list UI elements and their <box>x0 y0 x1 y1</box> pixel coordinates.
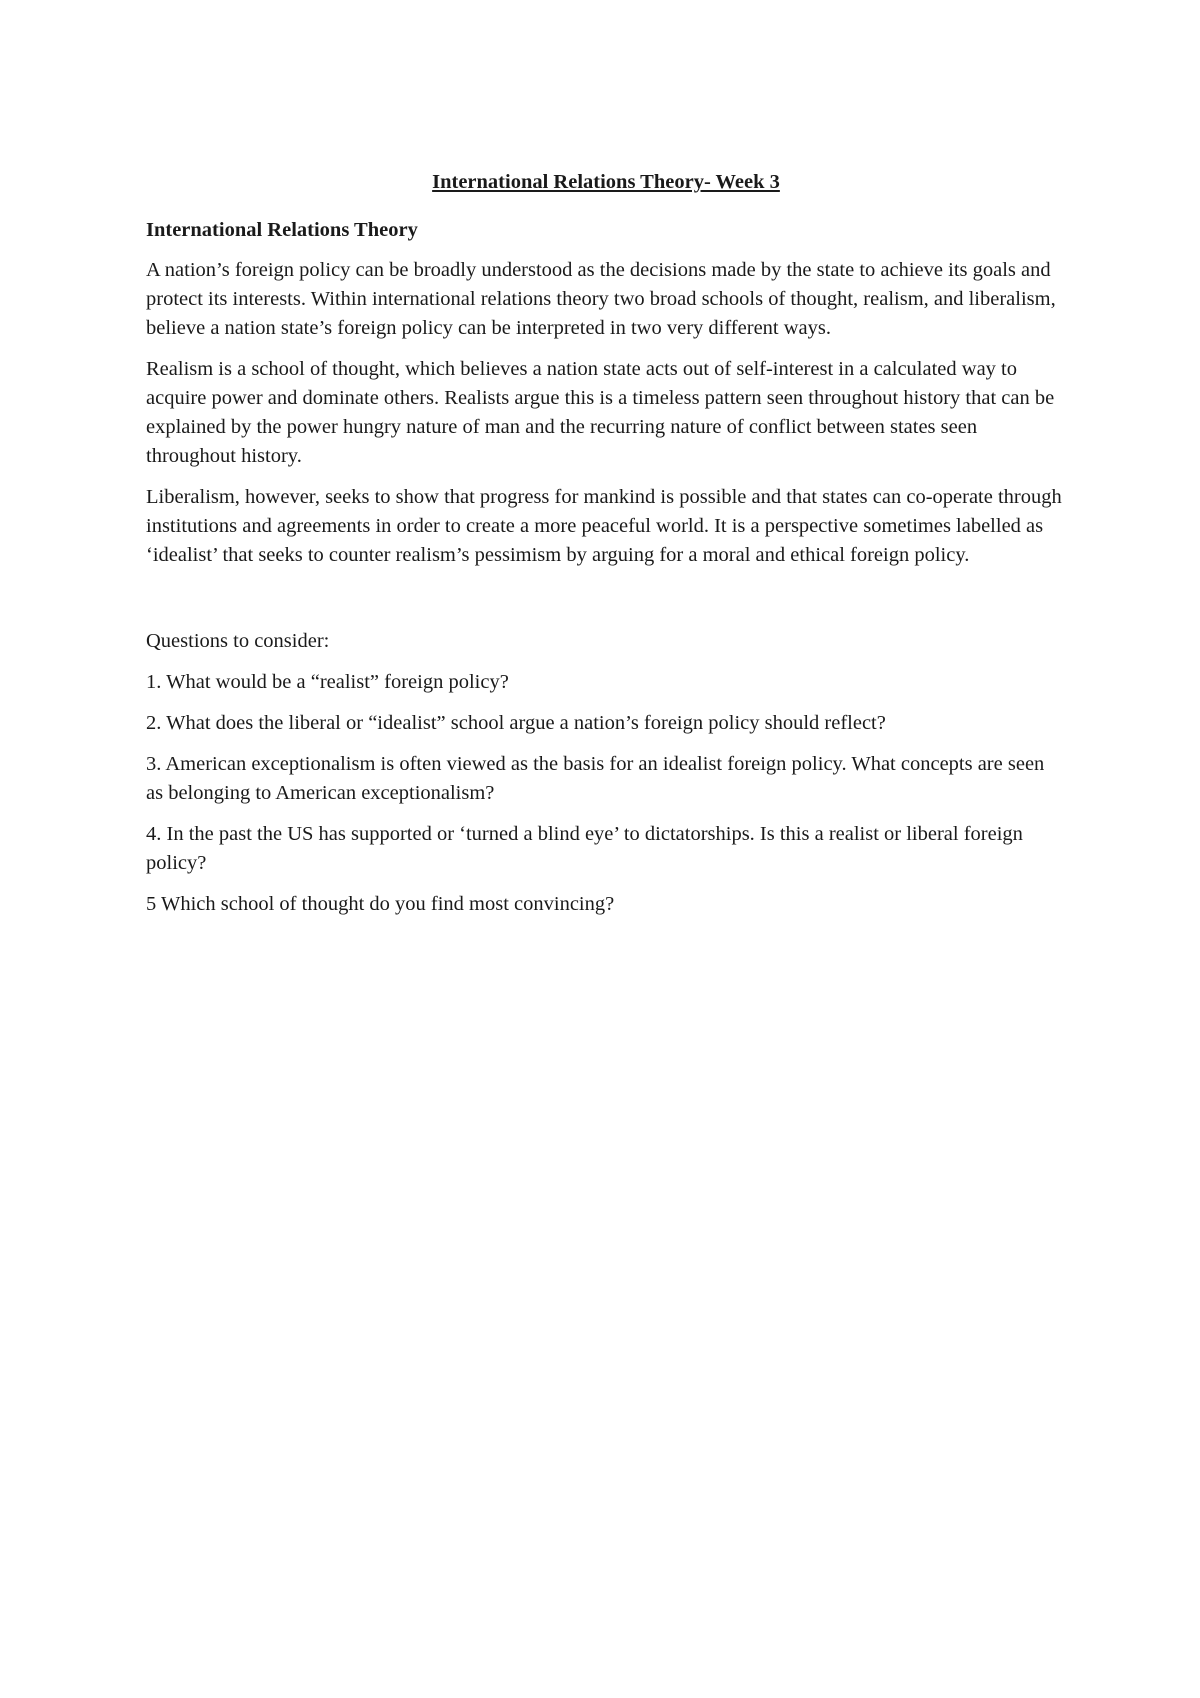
question-item: 1. What would be a “realist” foreign policy? <box>146 671 509 693</box>
questions-heading: Questions to consider: <box>146 630 330 652</box>
document-body <box>146 168 1066 931</box>
question-item: 3. American exceptionalism is often viewed as the basis for an idealist foreign policy. What concepts are seen as belonging to American exceptionalism? <box>146 753 1045 804</box>
paragraph-liberalism: Liberalism, however, seeks to show that progress for mankind is possible and that states can co-operate through institutions and agreements in order to create a more peaceful world. It is a perspective sometimes labelled as ‘idealist’ that seeks to counter realism’s pessimism by arguing for a moral and ethical foreign policy. <box>146 486 1062 566</box>
paragraph-foreign-policy: A nation’s foreign policy can be broadly understood as the decisions made by the state to achieve its goals and protect its interests. Within international relations theory two broad schools of thought, realism, and liberalism, believe a nation state’s foreign policy can be interpreted in two very different ways. <box>146 259 1056 339</box>
section-heading: International Relations Theory <box>146 219 418 241</box>
question-item: 5 Which school of thought do you find most convincing? <box>146 893 615 915</box>
question-item: 2. What does the liberal or “idealist” school argue a nation’s foreign policy should reflect? <box>146 712 886 734</box>
document-title: International Relations Theory- Week 3 <box>432 171 780 193</box>
paragraph-realism: Realism is a school of thought, which believes a nation state acts out of self-interest in a calculated way to acquire power and dominate others. Realists argue this is a timeless pattern seen throughout history that can be explained by the power hungry nature of man and the recurring nature of conflict between states seen throughout history. <box>146 358 1055 467</box>
question-item: 4. In the past the US has supported or ‘turned a blind eye’ to dictatorships. Is this a realist or liberal foreign policy? <box>146 823 1023 874</box>
